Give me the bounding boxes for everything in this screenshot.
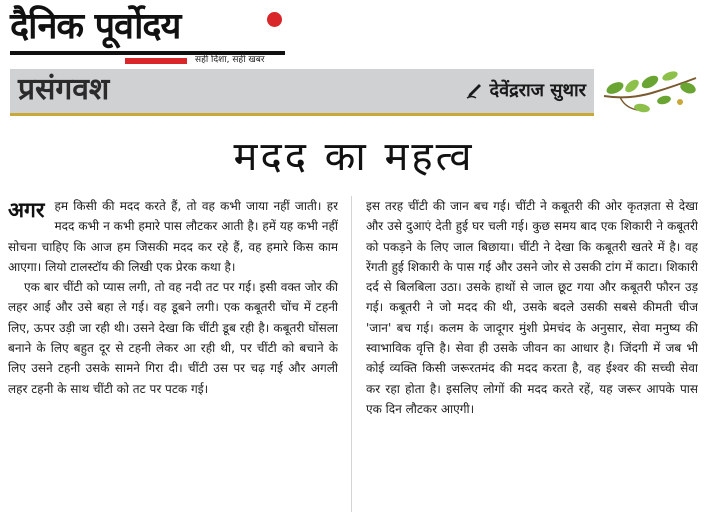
masthead-red-bar [125, 58, 187, 64]
leaf-branch-icon [600, 66, 700, 116]
author-byline [466, 79, 586, 103]
article-paragraph [8, 196, 338, 277]
article-column-right [366, 196, 698, 524]
article-paragraph: एक बार चींटी को प्यास लगी, तो वह नदी तट पर गई। इसी वक्त जोर की लहर आई और उसे बहा ले गई। वह डूबने लगी। एक कबूतरी चोंच में टहनी लिए, ऊपर उड़ी जा रही थी। उसने देखा कि चींटी डूब रही है। कबूतरी घोंसला बनाने के लिए बहुत दूर से टहनी लेकर आ रही थी, पर चींटी को बचाने के लिए उसने टहनी उसके सामने गिरा दी। चींटी उस पर चढ़ गई और अगली लहर टहनी के साथ चींटी को तट पर पटक गई। [8, 280, 338, 396]
masthead-slogan: सही दिशा, सही खबर [195, 55, 265, 65]
column-divider [351, 196, 352, 512]
newspaper-name: दैनिक पूर्वोदय [10, 5, 181, 47]
masthead-red-dot-icon [267, 12, 282, 27]
author-name: देवेंद्रराज सुथार [489, 80, 586, 101]
masthead [10, 4, 285, 66]
paragraph-text: हम किसी की मदद करते हैं, तो वह कभी जाया नहीं जाती। हर मदद कभी न कभी हमारे पास लौटकर आती है। हमें यह कभी नहीं सोचना चाहिए कि आज हम जिसकी मदद कर रहे हैं, वह हमारे किस काम आएगा। लियो टालस्टॉय की लिखी एक प्रेरक कथा है। [8, 199, 338, 274]
article-paragraph: इस तरह चींटी की जान बच गई। चींटी ने कबूतरी की ओर कृतज्ञता से देखा और उसे दुआएं देती हुई घर चली गई। कुछ समय बाद एक शिकारी ने कबूतरी को पकड़ने के लिए जाल बिछाया। चींटी ने देखा कि कबूतरी खतरे में है। वह रेंगती हुई शिकारी के पास गई और उसने जोर से उसकी टांग में काटा। शिकारी दर्द से बिलबिला उठा। उसके हाथों से जाल छूट गया और कबूतरी फौरन उड़ गई। कबूतरी ने जो मदद की थी, उसके बदले उसकी सबसे कीमती चीज 'जान' बच गई। कलम के जादूगर मुंशी प्रेमचंद के अनुसार, सेवा मनुष्य की स्वाभाविक वृत्ति है। सेवा ही उसके जीवन का आधार है। जिंदगी में जब भी कोई व्यक्ति किसी जरूरतमंद की मदद करता है, वह ईश्वर की सच्ची सेवा कर रहा होता है। इसलिए लोगों की मदद करते रहें, यह जरूर आपके पास एक दिन लौटकर आएगी। [366, 199, 698, 416]
article-dropcap: अगर [8, 198, 45, 222]
article-column-left [8, 196, 338, 524]
article-headline: मदद का महत्व [233, 134, 475, 180]
section-label: प्रसंगवश [18, 72, 110, 107]
section-band [10, 69, 594, 116]
pen-writing-icon [466, 83, 484, 99]
